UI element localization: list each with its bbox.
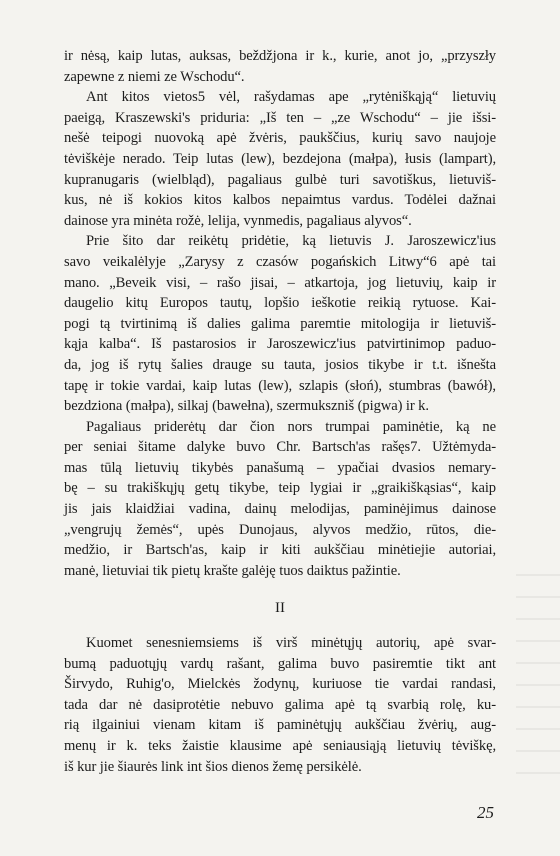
text-line: da, jog iš rytų šalies drauge su tauta, josios tikybe ir t.t. išnešta: [64, 356, 496, 373]
text-line: bezdziona (małpa), silkaj (bawełna), szermukszniš (pigwa) ir k.: [64, 398, 429, 415]
text-line: nešė teipogi nuovoką apė žvėris, paukščius, kurių savo naujoje: [64, 130, 496, 147]
text-line: menų ir k. teks žaistie klausime apė seniausiąją lietuvių tėviškę,: [64, 737, 496, 754]
section-body-text: [64, 633, 496, 777]
text-line: medžio, ir Bartsch'as, kaip ir kiti aukščiau minėtiejie autoriai,: [64, 542, 496, 559]
paragraph: [64, 417, 496, 582]
text-line: daugelio kitų Europos tautų, lopšio ieškotie reikią rytuose. Kai-: [64, 295, 496, 312]
text-line: bę – su trakiškųjų getų tikybe, teip lygiai ir „graikiškąsias“, kaip: [64, 480, 496, 497]
text-line: kupranugaris (wielbląd), pagaliaus gulbė turi savotiškus, lietuviš-: [64, 171, 496, 188]
text-line: bumą paduotųjų vardų rašant, galima buvo pasiremtie tikt ant: [64, 655, 496, 672]
text-line: Pagaliaus priderėtų dar čion nors trumpai paminėtie, ką ne: [86, 418, 496, 435]
text-line: tapę ir tokie vardai, kaip lutas (lew), szlapis (słoń), stumbras (bawół),: [64, 377, 496, 394]
text-line: savo veikalėlyje „Zarysy z czasów pogańskich Litwy“6 apė tai: [64, 253, 496, 270]
paragraph: [64, 87, 496, 231]
section-number: II: [275, 600, 285, 616]
paragraph: [64, 46, 496, 87]
text-line: dainose yra minėta rožė, lelija, vynmedis, pagaliaus alyvos“.: [64, 212, 412, 229]
text-line: kus, nė iš kokios kitos kalbos nepaimtus vardus. Todėlei dažnai: [64, 192, 496, 209]
text-line: Ant kitos vietos5 vėl, rašydamas ape „rytėniškąją“ lietuvių: [86, 89, 496, 106]
page-body-text: [64, 46, 496, 581]
text-line: tada dar nė dasiprotėtie nebuvo galima apė tą svarbią rolę, ku-: [64, 696, 496, 713]
text-line: tėviškėje nerado. Teip lutas (lew), bezdejona (małpa), łusis (lampart),: [64, 150, 496, 167]
text-line: mano. „Beveik visi, – rašo jisai, – atkartoja, jog lietuvių, kaip ir: [64, 274, 496, 291]
text-line: per seniai šitame dalyke buvo Chr. Bartsch'as rašęs7. Užtėmyda-: [64, 439, 496, 456]
text-line: kąja kalba“. Iš pastarosios ir Jaroszewicz'ius patvirtinimop paduo-: [64, 336, 496, 353]
text-line: manė, lietuviai tik pietų krašte galėję tuos daiktus pažintie.: [64, 562, 401, 579]
text-line: jis jais klaidžiai vadina, dainų melodijas, paminėjimus dainose: [64, 501, 496, 518]
paragraph: [64, 231, 496, 416]
text-line: paeigą, Kraszewski's priduria: „Iš ten – „ze Wschodu“ – jie išsi-: [64, 109, 496, 126]
text-line: ir nėsą, kaip lutas, auksas, beždžjona ir k., kurie, anot jo, „przyszły: [64, 48, 496, 64]
page-number: 25: [477, 803, 494, 822]
text-line: mas tūlą lietuvių tikybės panašumą – ypačiai dvasios nemary-: [64, 459, 496, 476]
text-line: Prie šito dar reikėtų pridėtie, ką lietuvis J. Jaroszewicz'ius: [86, 233, 496, 250]
text-line: pogi tą tvirtinimą iš dalies galima paremtie mitologija ir lietuviš-: [64, 315, 496, 332]
text-line: „vengrujų žemės“, upės Dunojaus, alyvos medžio, rūtos, die-: [64, 521, 496, 538]
text-line: Širvydo, Ruhig'o, Mielckės žodynų, kuriuose tie vardai randasi,: [64, 676, 496, 693]
text-line: iš kur jie šiaurės link int šios dienos žemę persikėlė.: [64, 758, 362, 775]
text-line: zapewne z niemi ze Wschodu“.: [64, 68, 245, 85]
bleed-through-shadow: [516, 560, 560, 780]
text-line: Kuomet senesniemsiems iš virš minėtųjų autorių, apė svar-: [86, 635, 496, 651]
text-line: rią ilgainiui vienam kitam iš paminėtųjų aukščiau žvėrių, aug-: [64, 717, 496, 734]
paragraph: [64, 633, 496, 777]
